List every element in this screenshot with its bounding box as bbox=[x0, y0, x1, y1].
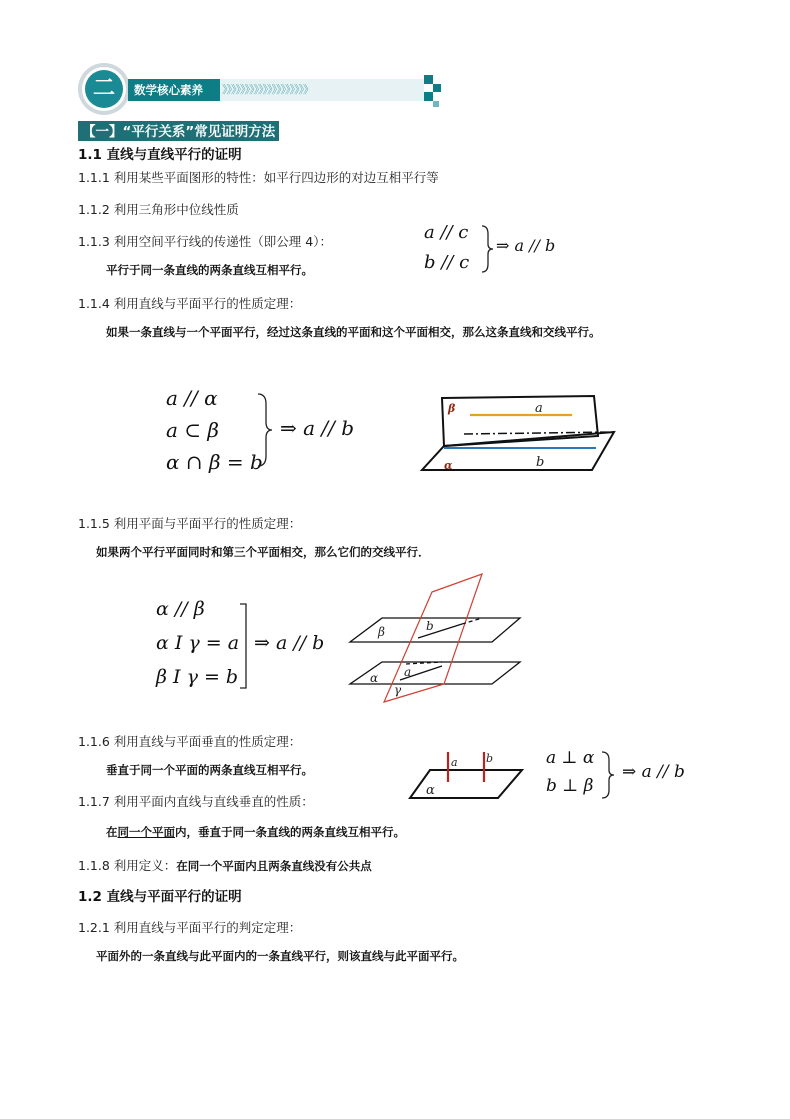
heading-1-2: 1.2 直线与平面平行的证明 bbox=[78, 889, 242, 905]
formula-line-1: a // α bbox=[166, 386, 218, 410]
section-banner bbox=[76, 60, 446, 118]
item-1-1-2: 1.1.2 利用三角形中位线性质 bbox=[78, 202, 239, 217]
formula-line-1: α // β bbox=[156, 598, 205, 620]
fig-label-beta: β bbox=[448, 402, 456, 415]
item-1-1-5: 1.1.5 利用平面与平面平行的性质定理： bbox=[78, 516, 302, 531]
fig-label-alpha: α bbox=[444, 459, 453, 472]
fig-label-b: b bbox=[426, 619, 434, 633]
item-1-2-1: 1.2.1 利用直线与平面平行的判定定理： bbox=[78, 920, 302, 935]
formula-line-3: β I γ = b bbox=[156, 666, 239, 688]
formula-line-2: b ⊥ β bbox=[546, 776, 594, 796]
formula-line-3: α ∩ β = b bbox=[166, 450, 263, 474]
heading-1-1: 1.1 直线与直线平行的证明 bbox=[78, 147, 242, 163]
formula-line-2: a ⊂ β bbox=[166, 418, 219, 442]
fig-label-alpha: α bbox=[426, 783, 435, 798]
formula-conclusion: ⇒ a // b bbox=[622, 762, 685, 782]
item-1-1-3: 1.1.3 利用空间平行线的传递性（即公理 4）： bbox=[78, 234, 332, 249]
formula-1-1-6 bbox=[544, 748, 724, 802]
item-1-1-4-note: 如果一条直线与一个平面平行，经过这条直线的平面和这个平面相交，那么这条直线和交线平行。 bbox=[106, 325, 601, 339]
note-suffix: 内，垂直于同一条直线的两条直线互相平行。 bbox=[175, 825, 405, 839]
fig-label-a: a bbox=[404, 665, 412, 679]
item-1-1-8 bbox=[78, 855, 372, 874]
banner-title: 数学核心素养 bbox=[134, 83, 203, 97]
item-1-1-6-note: 垂直于同一个平面的两条直线互相平行。 bbox=[106, 763, 313, 777]
figure-plane-plane-parallel bbox=[342, 568, 524, 708]
figure-line-plane-parallel bbox=[416, 388, 622, 476]
formula-line-1: a ⊥ α bbox=[546, 748, 595, 768]
fig-label-beta: β bbox=[378, 625, 385, 639]
note-prefix: 在 bbox=[106, 825, 118, 839]
formula-line-1: a // c bbox=[424, 222, 469, 243]
item-1-1-3-note: 平行于同一条直线的两条直线互相平行。 bbox=[106, 263, 313, 277]
note-underlined: 同一个平面 bbox=[117, 825, 175, 839]
brace-icon bbox=[256, 392, 274, 468]
banner-chevrons: 》》》》》》》》》》》》》》》》》》》 bbox=[222, 83, 313, 96]
item-1-1-1: 1.1.1 利用某些平面图形的特性：如平行四边形的对边互相平行等 bbox=[78, 170, 439, 185]
fig-label-b: b bbox=[536, 455, 545, 470]
banner-number: 二 bbox=[92, 76, 115, 101]
formula-conclusion: ⇒ a // b bbox=[280, 416, 355, 440]
section-header bbox=[78, 121, 279, 141]
fig-label-a: a bbox=[451, 756, 458, 769]
fig-label-b: b bbox=[486, 752, 494, 765]
brace-icon bbox=[600, 750, 616, 800]
item-1-2-1-note: 平面外的一条直线与此平面内的一条直线平行，则该直线与此平面平行。 bbox=[96, 949, 464, 963]
bracket-icon bbox=[238, 602, 252, 690]
section-header-text: 【一】“平行关系”常见证明方法 bbox=[82, 124, 276, 140]
formula-line-2: b // c bbox=[424, 252, 470, 273]
item-1-1-8-label: 1.1.8 利用定义： bbox=[78, 858, 177, 873]
item-1-1-7: 1.1.7 利用平面内直线与直线垂直的性质： bbox=[78, 794, 314, 809]
item-1-1-6: 1.1.6 利用直线与平面垂直的性质定理： bbox=[78, 734, 302, 749]
fig-label-gamma: γ bbox=[394, 683, 402, 697]
brace-icon bbox=[480, 224, 494, 274]
item-1-1-7-note bbox=[106, 824, 405, 840]
formula-1-1-4 bbox=[162, 386, 372, 476]
formula-1-1-5 bbox=[154, 598, 334, 692]
formula-line-2: α I γ = a bbox=[156, 632, 240, 654]
item-1-1-8-text: 在同一个平面内且两条直线没有公共点 bbox=[176, 859, 372, 873]
fig-label-a: a bbox=[535, 401, 543, 416]
formula-conclusion: ⇒ a // b bbox=[496, 236, 556, 255]
item-1-1-4: 1.1.4 利用直线与平面平行的性质定理： bbox=[78, 296, 302, 311]
formula-conclusion: ⇒ a // b bbox=[254, 632, 325, 654]
fig-label-alpha: α bbox=[370, 671, 379, 685]
formula-1-1-3 bbox=[420, 222, 600, 278]
figure-perpendicular-lines bbox=[406, 748, 524, 802]
item-1-1-5-note: 如果两个平行平面同时和第三个平面相交，那么它们的交线平行． bbox=[96, 545, 430, 559]
